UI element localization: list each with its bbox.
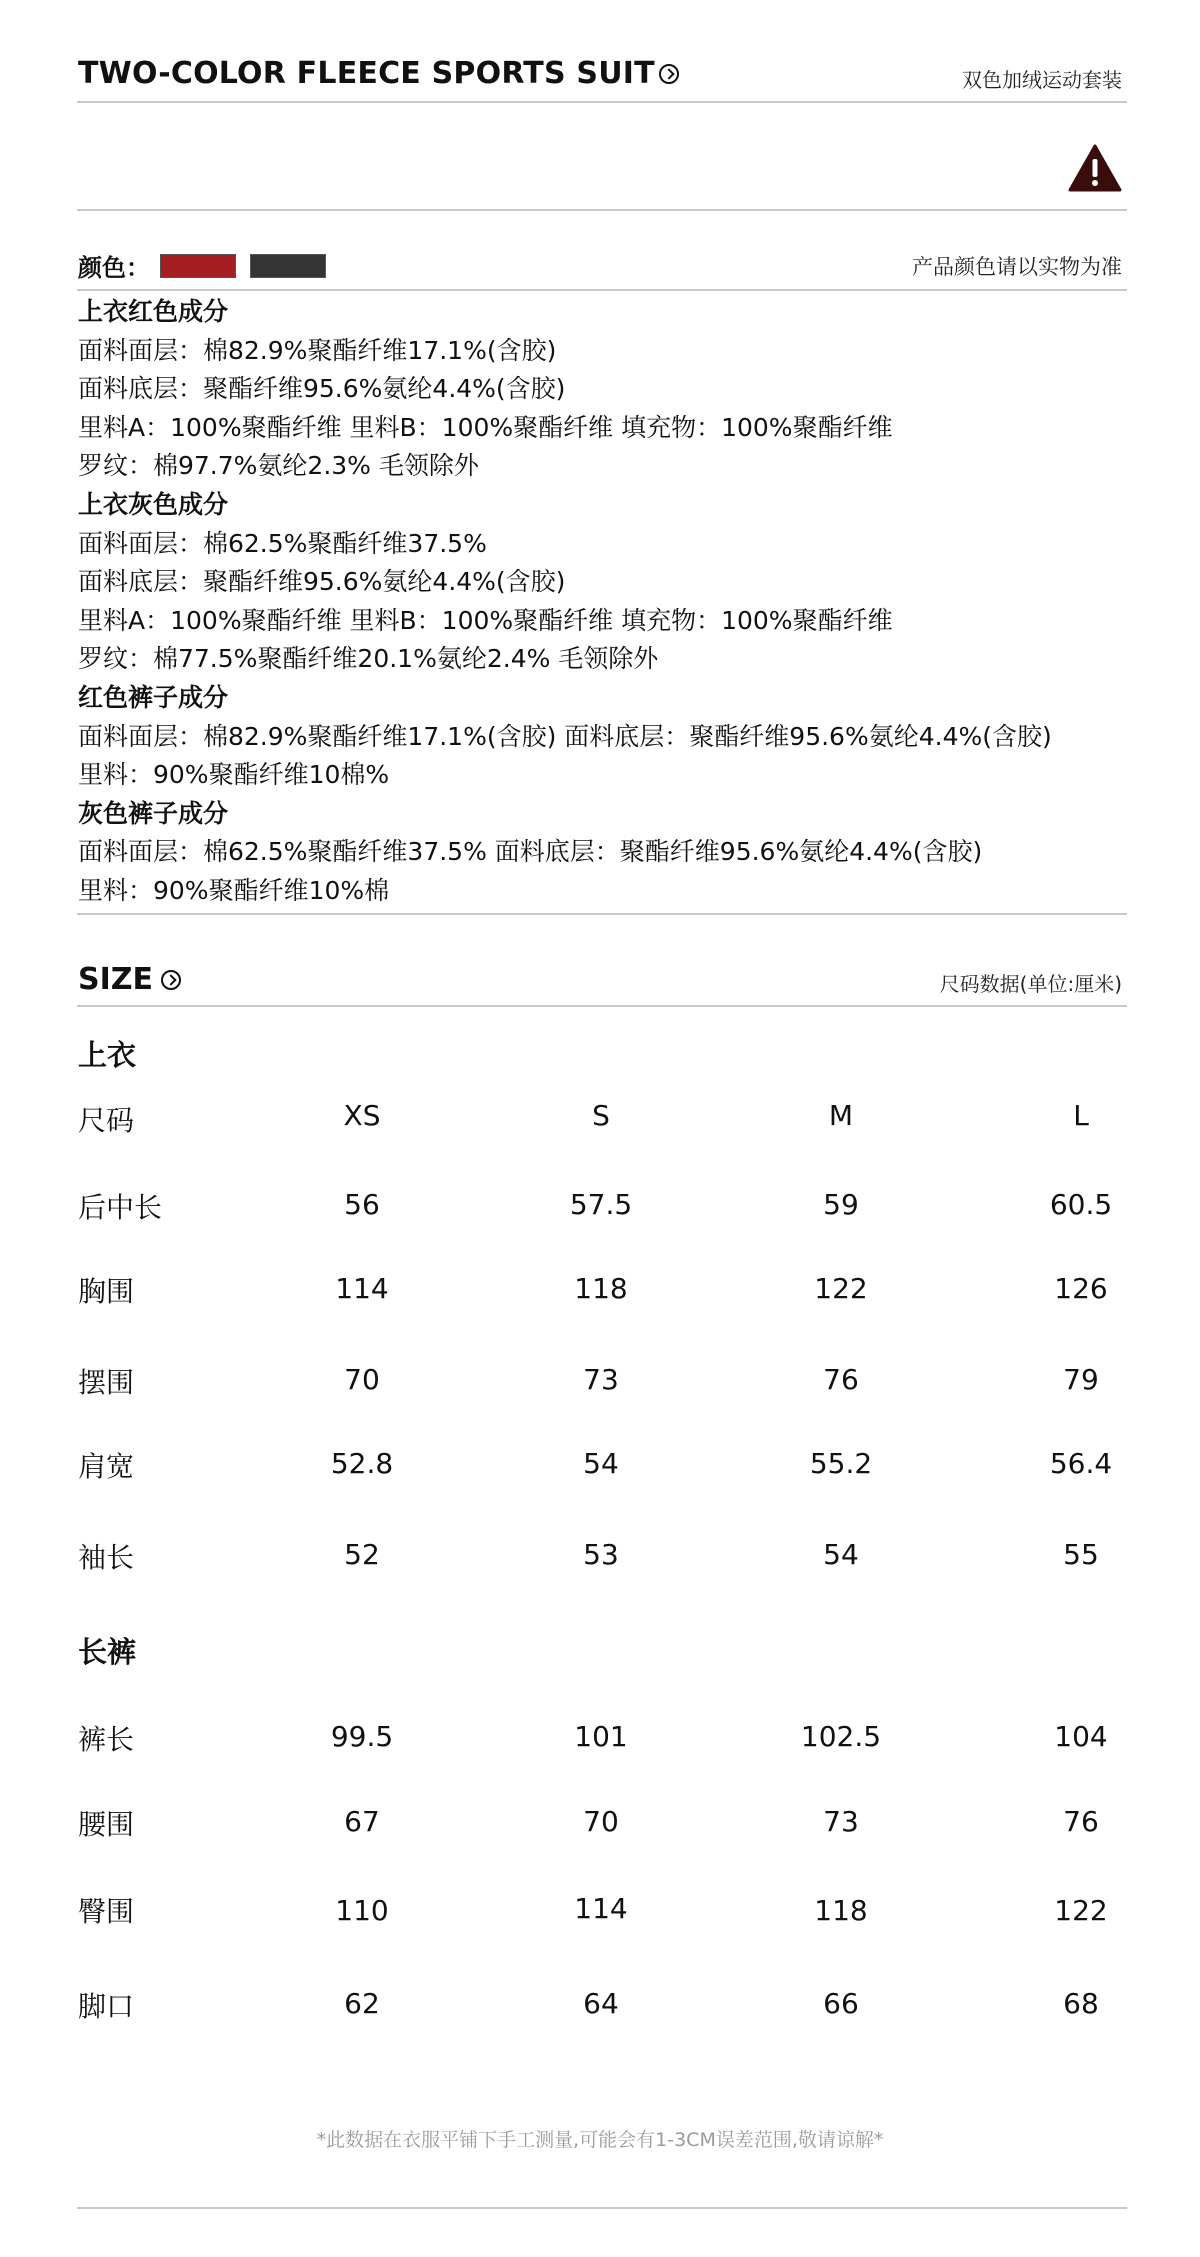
table-cell: 54 (583, 1447, 619, 1480)
composition-line: 面料面层：棉62.5%聚酯纤维37.5% (78, 528, 487, 558)
size-header-m: M (828, 1099, 854, 1132)
table-cell: 59 (823, 1188, 859, 1221)
table-cell: 67 (344, 1805, 380, 1838)
table-cell: 99.5 (330, 1720, 394, 1753)
table-cell: 114 (335, 1272, 389, 1305)
composition-line: 罗纹：棉97.7%氨纶2.3% 毛领除外 (78, 451, 479, 481)
size-header-xs: XS (343, 1099, 381, 1132)
table-cell: 110 (335, 1894, 389, 1927)
row-label: 裤长 (78, 1723, 135, 1756)
color-note: 产品颜色请以实物为准 (912, 255, 1122, 279)
composition-line: 面料面层：棉82.9%聚酯纤维17.1%(含胶) 面料底层：聚酯纤维95.6%氨纶4.4%(含胶) (78, 721, 1052, 751)
table-cell: 79 (1063, 1363, 1099, 1396)
color-swatch-gray[interactable] (250, 254, 326, 278)
divider (77, 1005, 1127, 1007)
warning-icon (1068, 144, 1122, 192)
section-title-pants: 长裤 (78, 1635, 137, 1669)
composition-heading: 灰色裤子成分 (78, 798, 229, 828)
table-cell: 54 (823, 1538, 859, 1571)
composition-list (78, 293, 1200, 911)
row-label: 肩宽 (78, 1450, 135, 1483)
table-cell: 64 (583, 1987, 619, 2020)
color-row (78, 248, 326, 283)
table-cell: 76 (823, 1363, 859, 1396)
table-cell: 68 (1063, 1987, 1099, 2020)
table-cell: 56.4 (1049, 1447, 1113, 1480)
row-label: 臀围 (78, 1895, 135, 1928)
size-header-l: L (1073, 1099, 1089, 1132)
table-cell: 60.5 (1049, 1188, 1113, 1221)
composition-line: 里料：90%聚酯纤维10棉% (78, 760, 390, 790)
table-cell: 52 (344, 1538, 380, 1571)
table-cell: 122 (814, 1272, 868, 1305)
page-title (78, 56, 679, 91)
table-cell: 62 (344, 1987, 380, 2020)
table-cell: 57.5 (569, 1188, 633, 1221)
composition-line: 面料面层：棉62.5%聚酯纤维37.5% 面料底层：聚酯纤维95.6%氨纶4.4%(含胶) (78, 837, 983, 867)
table-cell: 55.2 (809, 1447, 873, 1480)
row-label: 脚口 (78, 1990, 135, 2023)
size-unit-note: 尺码数据(单位:厘米) (939, 972, 1122, 996)
table-cell: 122 (1054, 1894, 1108, 1927)
chevron-right-circle-icon (659, 64, 679, 84)
size-title-text: SIZE (78, 962, 154, 997)
table-cell: 101 (574, 1720, 628, 1753)
section-title-top: 上衣 (78, 1038, 137, 1072)
table-cell: 76 (1063, 1805, 1099, 1838)
composition-line: 罗纹：棉77.5%聚酯纤维20.1%氨纶2.4% 毛领除外 (78, 644, 659, 674)
title-text: TWO-COLOR FLEECE SPORTS SUIT (78, 56, 655, 91)
composition-heading: 上衣灰色成分 (78, 489, 229, 519)
size-title (78, 962, 181, 997)
composition-line: 面料底层：聚酯纤维95.6%氨纶4.4%(含胶) (78, 567, 566, 597)
table-cell: 102.5 (800, 1720, 882, 1753)
table-cell: 66 (823, 1987, 859, 2020)
table-cell: 73 (823, 1805, 859, 1838)
table-cell: 53 (583, 1538, 619, 1571)
row-label: 摆围 (78, 1366, 135, 1399)
composition-line: 里料A：100%聚酯纤维 里料B：100%聚酯纤维 填充物：100%聚酯纤维 (78, 605, 893, 635)
size-header-label: 尺码 (78, 1104, 135, 1137)
divider (77, 289, 1127, 291)
divider (77, 2207, 1127, 2209)
table-cell: 114 (574, 1892, 628, 1925)
row-label: 胸围 (78, 1275, 135, 1308)
table-cell: 70 (344, 1363, 380, 1396)
divider (77, 913, 1127, 915)
table-cell: 118 (814, 1894, 868, 1927)
size-header-s: S (592, 1099, 610, 1132)
table-cell: 56 (344, 1188, 380, 1221)
table-cell: 55 (1063, 1538, 1099, 1571)
divider (77, 101, 1127, 103)
composition-line: 里料：90%聚酯纤维10%棉 (78, 875, 390, 905)
table-cell: 118 (574, 1272, 628, 1305)
composition-line: 面料面层：棉82.9%聚酯纤维17.1%(含胶) (78, 335, 557, 365)
color-swatch-red[interactable] (160, 254, 236, 278)
row-label: 后中长 (78, 1191, 163, 1224)
table-cell: 70 (583, 1805, 619, 1838)
chevron-right-circle-icon (161, 970, 181, 990)
divider (77, 209, 1127, 211)
composition-heading: 红色裤子成分 (78, 682, 229, 712)
composition-heading: 上衣红色成分 (78, 297, 229, 326)
color-label: 颜色： (78, 254, 150, 282)
table-cell: 73 (583, 1363, 619, 1396)
composition-line: 里料A：100%聚酯纤维 里料B：100%聚酯纤维 填充物：100%聚酯纤维 (78, 412, 893, 442)
table-cell: 126 (1054, 1272, 1108, 1305)
table-cell: 52.8 (330, 1447, 394, 1480)
page-subtitle: 双色加绒运动套装 (962, 68, 1122, 92)
composition-line: 面料底层：聚酯纤维95.6%氨纶4.4%(含胶) (78, 374, 566, 404)
table-cell: 104 (1054, 1720, 1108, 1753)
row-label: 腰围 (78, 1808, 135, 1841)
row-label: 袖长 (78, 1541, 135, 1574)
measurement-footnote: *此数据在衣服平铺下手工测量,可能会有1-3CM误差范围,敬请谅解* (316, 2129, 884, 2151)
